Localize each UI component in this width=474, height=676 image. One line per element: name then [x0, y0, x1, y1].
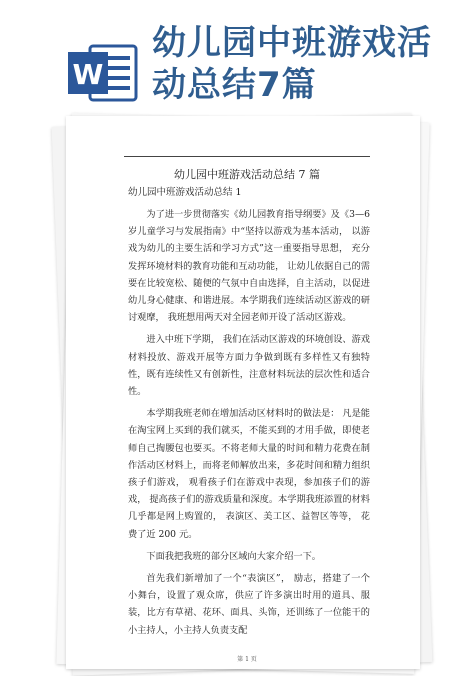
- page-number: 第 1 页: [237, 656, 257, 663]
- paragraph: 进入中班下学期， 我们在活动区游戏的环境创设、游戏材料投放、游戏开展等方面力争做到既有多样性又有独特性，既有连续性又有创新性，注意材料玩法的层次性和适合性。: [128, 334, 370, 398]
- document-title: 幼儿园中班游戏活动总结 7 篇: [174, 168, 320, 181]
- document-body: [128, 206, 370, 644]
- paragraph: 首先我们新增加了一个“表演区”， 励志，搭建了一个小舞台，设置了观众席，供应了许多演出时用的道具、服装，比方有草裙、花环、面具、头饰，还训练了一位能干的小主持人，小主持人负责支配: [128, 573, 370, 636]
- document-subtitle: 幼儿园中班游戏活动总结 1: [128, 187, 242, 198]
- paragraph: 为了进一步贯彻落实《幼儿园教育指导纲要》及《3—6 岁儿童学习与发展指南》中“坚持以游戏为基本活动， 以游戏为幼儿的主要生活和学习方式”这一重要指导思想， 充分发挥环境材料的教育功能和互动功能， 让幼儿依据自己的需要在比较宽松、随便的气氛中自由选择，自主活动，以促进幼儿身心健康、和谐进展。本学期我们连续活动区游戏的研讨观摩， 我班想用两天对全园老师开设了活动区游戏。: [128, 209, 370, 324]
- banner-title: 幼儿园中班游戏活动总结7篇: [152, 23, 432, 105]
- paper-sheet: [66, 116, 420, 669]
- word-icon: [66, 42, 138, 104]
- banner: [0, 0, 474, 120]
- paragraph: 下面我把我班的部分区域向大家介绍一下。: [146, 550, 321, 562]
- header-rule: [124, 156, 370, 157]
- paragraph: 本学期我班老师在增加活动区材料时的做法是： 凡是能在淘宝网上买到的我们就买，不能买到的才用手做，即使老师自己掏腰包也要买。不将老师大量的时间和精力花费在制作活动区材料上，而将老师解放出来，多花时间和精力组织孩子们游戏， 观看孩子们在游戏中表现，参加孩子们的游戏， 提高孩子们的游戏质量和深度。本学期我班添置的材料几乎都是网上购置的， 表演区、美工区、益智区等等， 花费了近 200 元。: [128, 408, 370, 540]
- document-preview: [58, 116, 426, 669]
- word-icon-letter: W: [72, 58, 104, 91]
